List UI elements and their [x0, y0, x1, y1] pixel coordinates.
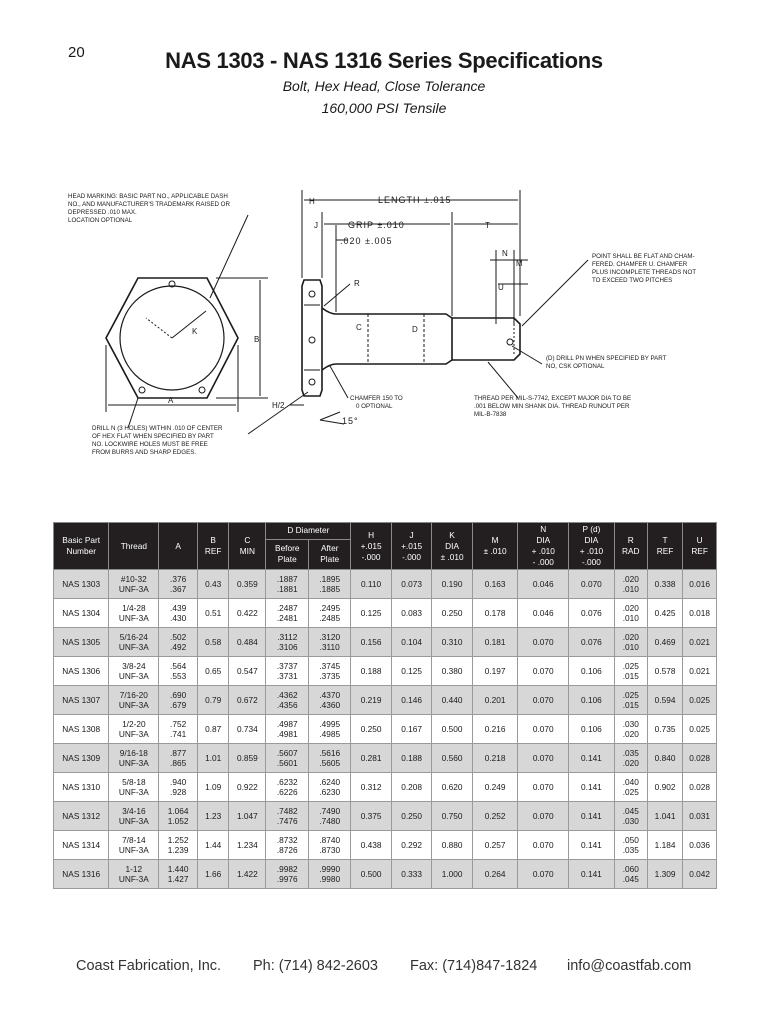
cell-p: 0.141: [569, 831, 615, 860]
cell-b: 1.23: [198, 802, 229, 831]
cell-part: NAS 1309: [54, 744, 109, 773]
dim-u-label: U: [498, 283, 504, 292]
cell-n: 0.046: [518, 599, 569, 628]
col-j: J +.015 -.000: [391, 523, 432, 570]
cell-c: 1.234: [229, 831, 266, 860]
cell-u: 0.025: [683, 715, 717, 744]
cell-thread: 1/4-28 UNF-3A: [109, 599, 159, 628]
page-number: 20: [68, 44, 85, 61]
cell-da: .2495 .2485: [309, 599, 351, 628]
cell-u: 0.042: [683, 860, 717, 889]
page-subtitle-bolt-type: Bolt, Hex Head, Close Tolerance: [282, 78, 486, 94]
col-c: C MIN: [229, 523, 266, 570]
specifications-table-body: [54, 570, 717, 889]
cell-j: 0.208: [391, 773, 432, 802]
cell-da: .4995 .4985: [309, 715, 351, 744]
cell-b: 1.01: [198, 744, 229, 773]
cell-thread: 7/16-20 UNF-3A: [109, 686, 159, 715]
dim-a-label: A: [168, 396, 174, 405]
cell-t: 0.425: [647, 599, 682, 628]
cell-k: 0.380: [432, 657, 472, 686]
cell-part: NAS 1310: [54, 773, 109, 802]
cell-n: 0.070: [518, 657, 569, 686]
cell-j: 0.188: [391, 744, 432, 773]
cell-t: 1.184: [647, 831, 682, 860]
cell-h: 0.219: [351, 686, 392, 715]
cell-t: 1.309: [647, 860, 682, 889]
table-row: [54, 628, 717, 657]
table-row: [54, 860, 717, 889]
cell-da: .4370 .4360: [309, 686, 351, 715]
cell-da: .9990 .9980: [309, 860, 351, 889]
note-point-line2: FERED. CHAMFER U. CHAMFER: [592, 261, 688, 268]
cell-j: 0.083: [391, 599, 432, 628]
cell-m: 0.181: [472, 628, 518, 657]
cell-k: 0.880: [432, 831, 472, 860]
cell-p: 0.070: [569, 570, 615, 599]
dim-grip-label: GRIP ±.010: [348, 220, 405, 230]
cell-j: 0.104: [391, 628, 432, 657]
note-point-line3: PLUS INCOMPLETE THREADS NOT: [592, 269, 697, 276]
cell-u: 0.028: [683, 773, 717, 802]
cell-a: 1.440 1.427: [159, 860, 198, 889]
cell-h: 0.281: [351, 744, 392, 773]
note-drill-n-line2: OF HEX FLAT WHEN SPECIFIED BY PART: [92, 433, 214, 440]
cell-c: 0.484: [229, 628, 266, 657]
cell-p: 0.141: [569, 773, 615, 802]
cell-b: 1.09: [198, 773, 229, 802]
cell-b: 0.87: [198, 715, 229, 744]
dim-m-label: M: [516, 259, 523, 268]
cell-da: .5616 .5605: [309, 744, 351, 773]
col-d-diameter: D Diameter: [266, 523, 351, 540]
cell-t: 0.338: [647, 570, 682, 599]
note-drill-pn-line1: (d) DRILL PN WHEN SPECIFIED BY PART: [546, 355, 667, 362]
cell-t: 0.469: [647, 628, 682, 657]
cell-r: .035 .020: [614, 744, 647, 773]
cell-thread: 1/2-20 UNF-3A: [109, 715, 159, 744]
note-drill-n-line3: NO. LOCKWIRE HOLES MUST BE FREE: [92, 441, 208, 448]
cell-m: 0.252: [472, 802, 518, 831]
cell-j: 0.073: [391, 570, 432, 599]
cell-thread: 9/16-18 UNF-3A: [109, 744, 159, 773]
table-row: [54, 570, 717, 599]
dim-h2-label: H/2: [272, 401, 285, 410]
cell-thread: #10-32 UNF-3A: [109, 570, 159, 599]
cell-k: 1.000: [432, 860, 472, 889]
cell-b: 1.44: [198, 831, 229, 860]
cell-db: .4362 .4356: [266, 686, 309, 715]
cell-part: NAS 1316: [54, 860, 109, 889]
cell-u: 0.016: [683, 570, 717, 599]
cell-c: 0.547: [229, 657, 266, 686]
table-row: [54, 802, 717, 831]
dim-c-label: C: [356, 323, 362, 332]
page-title: NAS 1303 - NAS 1316 Series Specifications: [165, 48, 603, 73]
col-p: P (d) DIA + .010 -.000: [569, 523, 615, 570]
cell-r: .020 .010: [614, 570, 647, 599]
cell-b: 0.58: [198, 628, 229, 657]
dim-length-label: LENGTH ±.015: [378, 195, 452, 205]
cell-da: .3745 .3735: [309, 657, 351, 686]
cell-u: 0.028: [683, 744, 717, 773]
cell-h: 0.188: [351, 657, 392, 686]
col-h: H +.015 -.000: [351, 523, 392, 570]
cell-r: .025 .015: [614, 657, 647, 686]
note-head-marking-line2: NO., AND MANUFACTURER'S TRADEMARK RAISED OR: [68, 201, 230, 208]
cell-h: 0.125: [351, 599, 392, 628]
cell-c: 1.422: [229, 860, 266, 889]
table-row: [54, 686, 717, 715]
cell-n: 0.070: [518, 802, 569, 831]
cell-m: 0.218: [472, 744, 518, 773]
cell-k: 0.190: [432, 570, 472, 599]
cell-r: .060 .045: [614, 860, 647, 889]
cell-n: 0.070: [518, 715, 569, 744]
cell-thread: 7/8-14 UNF-3A: [109, 831, 159, 860]
table-row: [54, 773, 717, 802]
cell-m: 0.249: [472, 773, 518, 802]
col-u: U REF: [683, 523, 717, 570]
cell-db: .1887 .1881: [266, 570, 309, 599]
note-drill-pn-line2: NO, CSK OPTIONAL: [546, 363, 605, 370]
cell-p: 0.141: [569, 744, 615, 773]
cell-a: .877 .865: [159, 744, 198, 773]
cell-n: 0.070: [518, 773, 569, 802]
cell-p: 0.106: [569, 686, 615, 715]
cell-t: 0.840: [647, 744, 682, 773]
cell-k: 0.560: [432, 744, 472, 773]
cell-h: 0.250: [351, 715, 392, 744]
dim-j-label: J: [314, 221, 318, 230]
cell-u: 0.036: [683, 831, 717, 860]
cell-m: 0.201: [472, 686, 518, 715]
cell-m: 0.216: [472, 715, 518, 744]
cell-p: 0.076: [569, 599, 615, 628]
cell-thread: 3/4-16 UNF-3A: [109, 802, 159, 831]
col-n: N DIA + .010 - .000: [518, 523, 569, 570]
col-d-before: Before Plate: [266, 539, 309, 569]
cell-a: .752 .741: [159, 715, 198, 744]
cell-db: .2487 .2481: [266, 599, 309, 628]
cell-j: 0.250: [391, 802, 432, 831]
cell-h: 0.110: [351, 570, 392, 599]
cell-n: 0.070: [518, 686, 569, 715]
cell-m: 0.178: [472, 599, 518, 628]
cell-u: 0.025: [683, 686, 717, 715]
note-chamfer-line2: 0 OPTIONAL: [356, 403, 393, 410]
col-m: M ± .010: [472, 523, 518, 570]
cell-r: .020 .010: [614, 628, 647, 657]
table-row: [54, 657, 717, 686]
cell-k: 0.250: [432, 599, 472, 628]
page-subtitle-tensile: 160,000 PSI Tensile: [321, 100, 447, 116]
cell-u: 0.018: [683, 599, 717, 628]
bolt-drawing-svg: [58, 180, 718, 480]
cell-thread: 5/8-18 UNF-3A: [109, 773, 159, 802]
dim-d-label: D: [412, 325, 418, 334]
cell-b: 0.79: [198, 686, 229, 715]
cell-da: .7490 .7480: [309, 802, 351, 831]
note-drill-n-line4: FROM BURRS AND SHARP EDGES.: [92, 449, 197, 456]
cell-m: 0.163: [472, 570, 518, 599]
dim-r-label: R: [354, 279, 360, 288]
cell-part: NAS 1305: [54, 628, 109, 657]
cell-db: .3112 .3106: [266, 628, 309, 657]
cell-u: 0.031: [683, 802, 717, 831]
cell-db: .5607 .5601: [266, 744, 309, 773]
cell-part: NAS 1304: [54, 599, 109, 628]
note-thread-line1: THREAD PER MIL-S-7742, EXCEPT MAJOR DIA TO BE: [474, 395, 632, 402]
specifications-table: [53, 522, 717, 889]
cell-c: 1.047: [229, 802, 266, 831]
cell-k: 0.440: [432, 686, 472, 715]
dim-offset-label: .020 ±.005: [340, 236, 393, 246]
col-b: B REF: [198, 523, 229, 570]
footer-phone: Ph: (714) 842-2603: [253, 958, 378, 974]
cell-part: NAS 1314: [54, 831, 109, 860]
dim-h-label: H: [309, 197, 315, 206]
cell-a: .439 .430: [159, 599, 198, 628]
note-point-line1: POINT SHALL BE FLAT AND CHAM-: [592, 253, 695, 260]
cell-p: 0.141: [569, 802, 615, 831]
cell-a: 1.064 1.052: [159, 802, 198, 831]
cell-r: .050 .035: [614, 831, 647, 860]
cell-r: .045 .030: [614, 802, 647, 831]
cell-t: 0.578: [647, 657, 682, 686]
cell-a: .502 .492: [159, 628, 198, 657]
cell-db: .6232 .6226: [266, 773, 309, 802]
dim-t-label: T: [485, 221, 490, 230]
cell-thread: 5/16-24 UNF-3A: [109, 628, 159, 657]
note-drill-n-line1: DRILL N (3 HOLES) WITHIN .010 OF CENTER: [92, 425, 223, 432]
dim-n-label: N: [502, 249, 508, 258]
note-chamfer-line1: CHAMFER 150 TO: [350, 395, 403, 402]
col-r: R RAD: [614, 523, 647, 570]
cell-a: 1.252 1.239: [159, 831, 198, 860]
col-t: T REF: [647, 523, 682, 570]
cell-j: 0.167: [391, 715, 432, 744]
bolt-technical-drawing: [58, 180, 718, 480]
cell-b: 0.43: [198, 570, 229, 599]
note-thread-line2: .001 BELOW MIN SHANK DIA. THREAD RUNOUT PER: [474, 403, 630, 410]
cell-j: 0.146: [391, 686, 432, 715]
cell-c: 0.922: [229, 773, 266, 802]
cell-n: 0.070: [518, 744, 569, 773]
note-head-marking-line3: DEPRESSED .010 MAX.: [68, 209, 137, 216]
dim-k-label: K: [192, 327, 198, 336]
col-k: K DIA ± .010: [432, 523, 472, 570]
table-row: [54, 715, 717, 744]
footer-company: Coast Fabrication, Inc.: [76, 958, 222, 974]
col-thread: Thread: [109, 523, 159, 570]
table-row: [54, 744, 717, 773]
cell-part: NAS 1303: [54, 570, 109, 599]
cell-db: .4987 .4981: [266, 715, 309, 744]
cell-k: 0.620: [432, 773, 472, 802]
cell-p: 0.076: [569, 628, 615, 657]
col-a: A: [159, 523, 198, 570]
table-row: [54, 831, 717, 860]
cell-k: 0.750: [432, 802, 472, 831]
cell-db: .3737 .3731: [266, 657, 309, 686]
dim-b-label: B: [254, 335, 260, 344]
cell-a: .564 .553: [159, 657, 198, 686]
cell-a: .690 .679: [159, 686, 198, 715]
cell-n: 0.046: [518, 570, 569, 599]
cell-a: .940 .928: [159, 773, 198, 802]
col-basic-part: Basic Part Number: [54, 523, 109, 570]
cell-da: .3120 .3110: [309, 628, 351, 657]
cell-k: 0.310: [432, 628, 472, 657]
bolt-shank: [322, 308, 452, 370]
footer-email[interactable]: info@coastfab.com: [567, 958, 692, 974]
cell-m: 0.264: [472, 860, 518, 889]
cell-h: 0.375: [351, 802, 392, 831]
cell-da: .6240 .6230: [309, 773, 351, 802]
cell-u: 0.021: [683, 657, 717, 686]
cell-part: NAS 1307: [54, 686, 109, 715]
cell-b: 1.66: [198, 860, 229, 889]
col-d-after: After Plate: [309, 539, 351, 569]
cell-c: 0.422: [229, 599, 266, 628]
cell-db: .8732 .8726: [266, 831, 309, 860]
cell-j: 0.125: [391, 657, 432, 686]
cell-thread: 3/8-24 UNF-3A: [109, 657, 159, 686]
cell-m: 0.197: [472, 657, 518, 686]
cell-h: 0.438: [351, 831, 392, 860]
cell-t: 0.735: [647, 715, 682, 744]
cell-n: 0.070: [518, 860, 569, 889]
cell-thread: 1-12 UNF-3A: [109, 860, 159, 889]
table-row: [54, 599, 717, 628]
cell-j: 0.292: [391, 831, 432, 860]
cell-p: 0.106: [569, 715, 615, 744]
cell-h: 0.312: [351, 773, 392, 802]
cell-c: 0.672: [229, 686, 266, 715]
cell-c: 0.734: [229, 715, 266, 744]
cell-part: NAS 1308: [54, 715, 109, 744]
cell-h: 0.500: [351, 860, 392, 889]
cell-da: .8740 .8730: [309, 831, 351, 860]
cell-part: NAS 1306: [54, 657, 109, 686]
cell-da: .1895 .1885: [309, 570, 351, 599]
cell-r: .025 .015: [614, 686, 647, 715]
cell-m: 0.257: [472, 831, 518, 860]
cell-db: .7482 .7476: [266, 802, 309, 831]
note-head-marking-line4: LOCATION OPTIONAL: [68, 217, 133, 224]
cell-h: 0.156: [351, 628, 392, 657]
cell-t: 0.902: [647, 773, 682, 802]
cell-b: 0.51: [198, 599, 229, 628]
note-point-line4: TO EXCEED TWO PITCHES: [592, 277, 673, 284]
footer-fax: Fax: (714)847-1824: [410, 958, 538, 974]
cell-j: 0.333: [391, 860, 432, 889]
cell-r: .040 .025: [614, 773, 647, 802]
cell-a: .376 .367: [159, 570, 198, 599]
cell-db: .9982 .9976: [266, 860, 309, 889]
cell-r: .020 .010: [614, 599, 647, 628]
cell-part: NAS 1312: [54, 802, 109, 831]
cell-u: 0.021: [683, 628, 717, 657]
cell-n: 0.070: [518, 831, 569, 860]
dim-angle-label: 15°: [342, 416, 359, 426]
note-thread-line3: MIL-B-7838: [474, 411, 507, 418]
cell-r: .030 .020: [614, 715, 647, 744]
cell-t: 1.041: [647, 802, 682, 831]
cell-t: 0.594: [647, 686, 682, 715]
cell-p: 0.106: [569, 657, 615, 686]
cell-k: 0.500: [432, 715, 472, 744]
cell-n: 0.070: [518, 628, 569, 657]
note-head-marking-line1: HEAD MARKING: BASIC PART NO., APPLICABLE DASH: [68, 193, 228, 200]
cell-c: 0.359: [229, 570, 266, 599]
cell-p: 0.141: [569, 860, 615, 889]
cell-b: 0.65: [198, 657, 229, 686]
cell-c: 0.859: [229, 744, 266, 773]
